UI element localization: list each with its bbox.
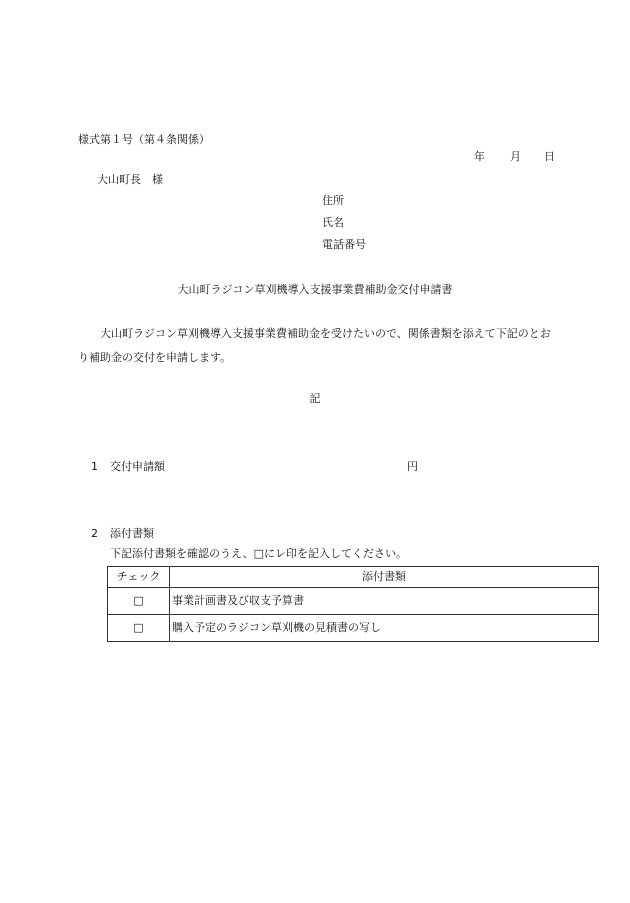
header-check: チェック [108,567,170,588]
date-month-label: 月 [510,150,521,163]
addressee: 大山町長 様 [97,173,163,186]
item1-number: 1 [91,460,98,473]
document-name: 事業計画書及び収支予算書 [170,588,599,615]
table-header-row [108,567,599,588]
form-number: 様式第１号（第４条関係） [78,133,210,146]
document-title: 大山町ラジコン草刈機導入支援事業費補助金交付申請書 [177,283,453,296]
item1-label: 交付申請額 [110,460,165,473]
item2-label: 添付書類 [110,527,154,540]
checkbox[interactable]: □ [108,615,170,642]
address-label: 住所 [322,194,344,207]
application-statement: 大山町ラジコン草刈機導入支援事業費補助金を受けたいので、関係書類を添えて下記のとおり補助金の交付を申請します。 [78,327,551,364]
table-row [108,615,599,642]
header-document: 添付書類 [170,567,599,588]
item1-unit: 円 [407,460,418,473]
phone-label: 電話番号 [322,238,366,251]
document-name: 購入予定のラジコン草刈機の見積書の写し [170,615,599,642]
attachments-table [107,566,599,642]
date-line [474,150,555,165]
date-year-label: 年 [474,150,485,163]
date-day-label: 日 [544,150,555,163]
ki-heading: 記 [309,392,321,405]
table-row [108,588,599,615]
item2-number: 2 [91,527,98,540]
name-label: 氏名 [322,216,344,229]
checkbox[interactable]: □ [108,588,170,615]
item2-instruction: 下記添付書類を確認のうえ、□にレ印を記入してください。 [110,547,408,560]
